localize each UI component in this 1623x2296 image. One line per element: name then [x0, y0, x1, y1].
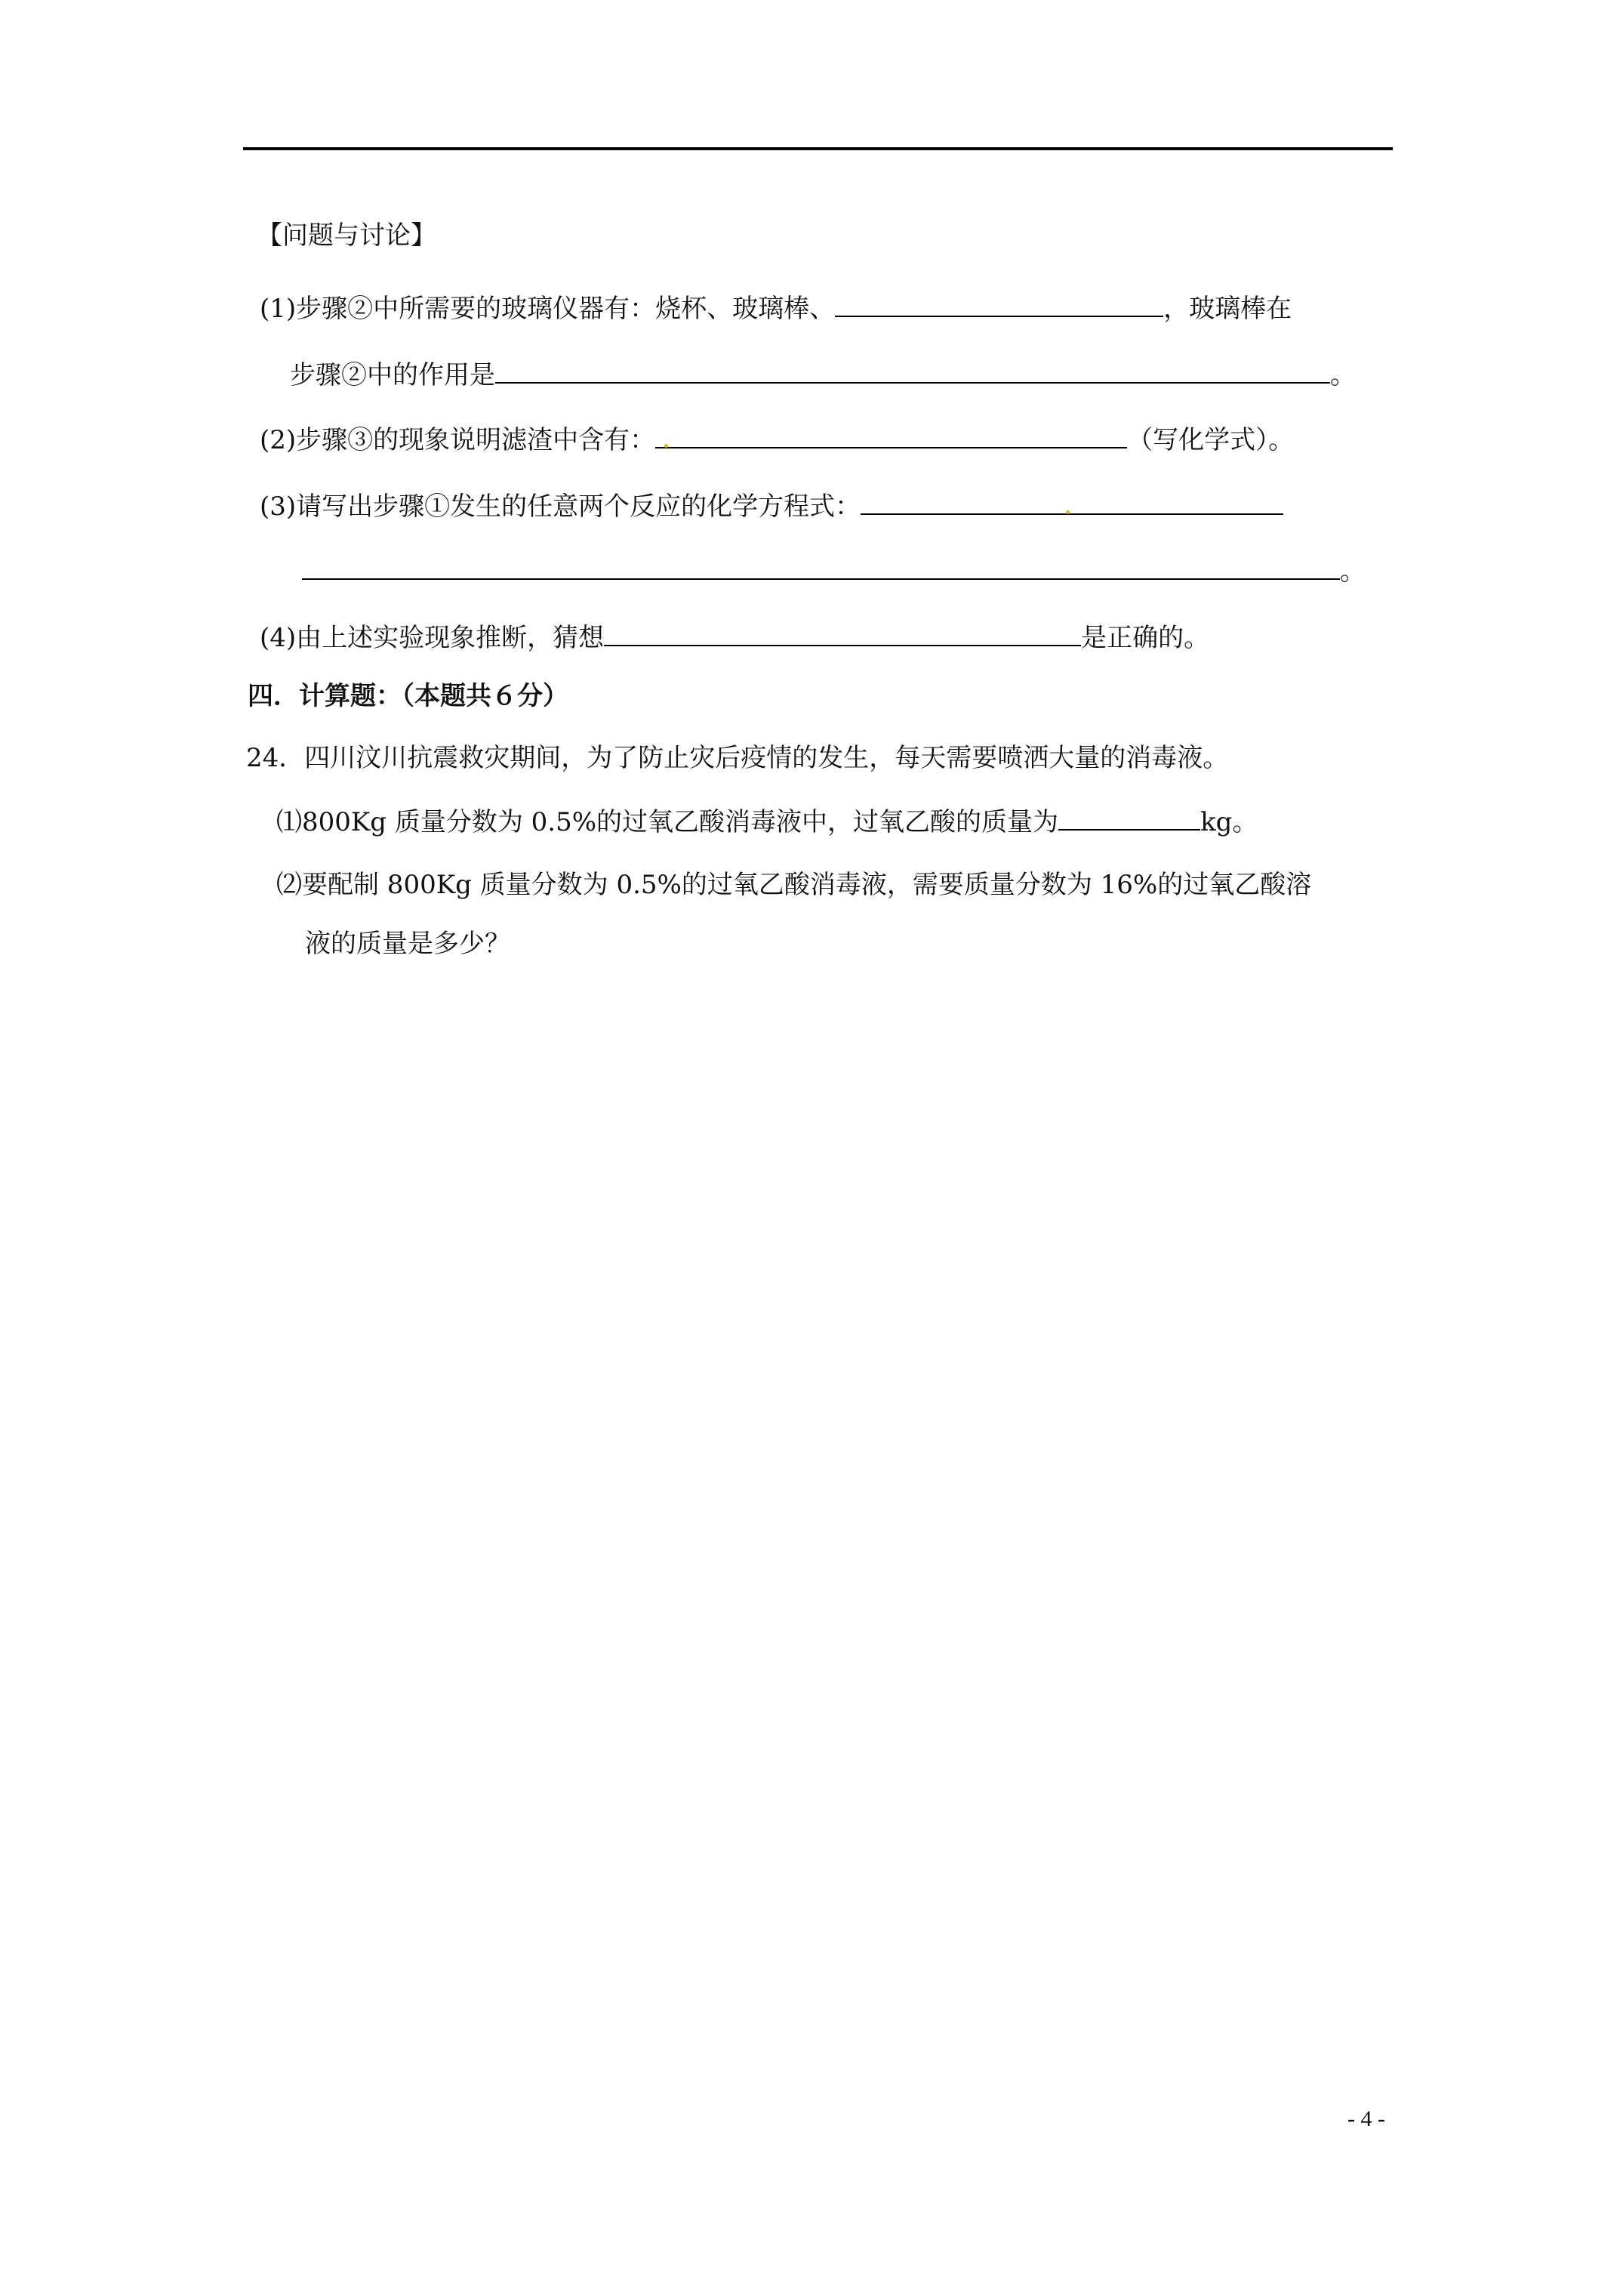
header-rule: [243, 147, 1393, 150]
q2-suffix: （写化学式）。: [1127, 425, 1295, 455]
answer-blank-q4-hypothesis[interactable]: [604, 619, 1081, 646]
question-1-line-2: 步骤②中的作用是 。: [290, 356, 1356, 393]
q4-suffix: 是正确的。: [1081, 623, 1210, 653]
question-24-part-2-line-2: 液的质量是多少？: [305, 929, 510, 959]
q1-suffix: ，玻璃棒在: [1163, 294, 1292, 324]
yellow-dot-mark: [664, 444, 668, 448]
q3-prefix: (3)请写出步骤①发生的任意两个反应的化学方程式：: [260, 492, 861, 522]
q1-prefix: (1)步骤②中所需要的玻璃仪器有：烧杯、玻璃棒、: [260, 294, 836, 324]
question-2: [260, 421, 1294, 458]
question-1-line-1: [260, 290, 1292, 327]
q4-prefix: (4)由上述实验现象推断，猜想: [260, 623, 605, 653]
q24-1-suffix: kg。: [1200, 807, 1258, 837]
q1-line2-prefix: 步骤②中的作用是: [290, 360, 495, 390]
yellow-dot-mark: [1066, 510, 1070, 514]
answer-blank-q1-role[interactable]: [495, 356, 1330, 384]
answer-blank-q3-equation-1[interactable]: [861, 488, 1283, 515]
question-24-part-2-line-1: ⑵要配制 800Kg 质量分数为 0.5%的过氧乙酸消毒液，需要质量分数为 16%的过氧乙酸溶: [276, 870, 1312, 900]
question-3-line-1: [260, 488, 1283, 525]
question-3-line-2: 。: [302, 553, 1366, 590]
discussion-heading: 【问题与讨论】: [257, 220, 436, 251]
answer-blank-q2-formula[interactable]: [655, 421, 1127, 448]
q2-prefix: (2)步骤③的现象说明滤渣中含有：: [260, 425, 656, 455]
section-4-heading: 四．计算题：（本题共６分）: [248, 681, 568, 711]
answer-blank-q24-mass[interactable]: [1058, 803, 1200, 831]
question-24-part-1: [276, 803, 1258, 840]
q24-1-prefix: ⑴800Kg 质量分数为 0.5%的过氧乙酸消毒液中，过氧乙酸的质量为: [276, 807, 1059, 837]
page-number: - 4 -: [1347, 2106, 1385, 2131]
answer-blank-q1-glassware[interactable]: [835, 290, 1163, 317]
question-4: [260, 619, 1209, 656]
question-24-intro: 24．四川汶川抗震救灾期间，为了防止灾后疫情的发生，每天需要喷洒大量的消毒液。: [246, 743, 1229, 773]
answer-blank-q3-equation-2[interactable]: [302, 553, 1340, 580]
